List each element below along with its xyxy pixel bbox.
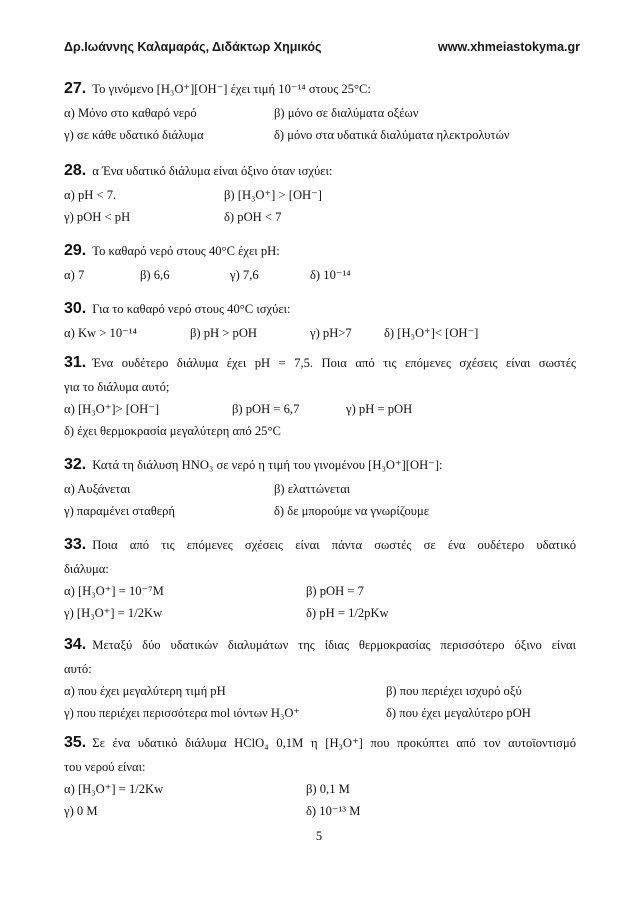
page-header xyxy=(64,40,580,60)
option-d: δ) pH = 1/2pKw xyxy=(306,606,389,620)
question-number: 29. xyxy=(64,242,87,259)
question-number: 27. xyxy=(64,80,87,97)
question-text-continued: αυτό: xyxy=(64,662,92,676)
option-d: δ) έχει θερμοκρασία μεγαλύτερη από 25°C xyxy=(64,424,281,438)
question-stem xyxy=(64,296,576,322)
question-stem xyxy=(64,632,576,658)
question-28 xyxy=(64,158,576,228)
website-url: www.xhmeiastokyma.gr xyxy=(438,40,580,54)
question-text-continued: για το διάλυμα αυτό; xyxy=(64,380,170,394)
option-d: δ) 10⁻¹³ M xyxy=(306,804,361,818)
question-stem xyxy=(64,532,576,558)
question-text: Μεταξύ δύο υδατικών διαλυμάτων της ίδιας θερμοκρασίας περισσότερο όξινο είναι xyxy=(92,638,576,652)
question-text-continued: διάλυμα: xyxy=(64,562,109,576)
option-b: β) [H₃O⁺] > [OH⁻] xyxy=(224,188,322,202)
question-text: Ένα ουδέτερο διάλυμα έχει pH = 7,5. Ποια από τις επόμενες σχέσεις είναι σωστές xyxy=(92,356,576,370)
option-a: α) [H₃O⁺] = 1/2Kw xyxy=(64,782,164,796)
option-c: γ) [H₃O⁺] = 1/2Kw xyxy=(64,606,163,620)
question-33 xyxy=(64,532,576,624)
option-a: α) [H₃O⁺] = 10⁻⁷M xyxy=(64,584,164,598)
question-29 xyxy=(64,238,576,286)
question-number: 32. xyxy=(64,456,87,473)
option-c: γ) σε κάθε υδατικό διάλυμα xyxy=(64,128,204,142)
option-d: δ) μόνο στα υδατικά διαλύματα ηλεκτρολυτών xyxy=(274,128,510,142)
option-b: β) pH > pOH xyxy=(190,326,258,340)
option-d: δ) pOH < 7 xyxy=(224,210,282,224)
question-stem xyxy=(64,730,576,756)
option-d: δ) δε μπορούμε να γνωρίζουμε xyxy=(274,504,430,518)
option-c: γ) 0 M xyxy=(64,804,98,818)
option-a: α) Kw > 10⁻¹⁴ xyxy=(64,326,137,340)
option-c: γ) pH>7 xyxy=(310,326,352,340)
question-text: Ποια από τις επόμενες σχέσεις είναι πάντα σωστές σε ένα ουδέτερο υδατικό xyxy=(92,538,576,552)
option-a: α) [H₃O⁺]> [OH⁻] xyxy=(64,402,160,416)
option-a: α) 7 xyxy=(64,268,85,282)
option-c: γ) 7,6 xyxy=(230,268,259,282)
option-d: δ) [H₃O⁺]< [OH⁻] xyxy=(384,326,479,340)
question-27 xyxy=(64,76,576,146)
question-stem xyxy=(64,350,576,376)
question-31 xyxy=(64,350,576,442)
question-number: 31. xyxy=(64,354,87,371)
question-32 xyxy=(64,452,576,522)
question-35 xyxy=(64,730,576,822)
option-b: β) 6,6 xyxy=(140,268,170,282)
option-a: α) που έχει μεγαλύτερη τιμή pH xyxy=(64,684,226,698)
author-name: Δρ.Ιωάννης Καλαμαράς, Διδάκτωρ Χημικός xyxy=(64,40,322,54)
question-number: 28. xyxy=(64,162,87,179)
question-number: 34. xyxy=(64,636,87,653)
question-stem xyxy=(64,158,576,184)
question-number: 35. xyxy=(64,734,87,751)
option-c: γ) pOH < pH xyxy=(64,210,131,224)
question-stem xyxy=(64,452,576,478)
question-text: Για το καθαρό νερό στους 40°C ισχύει: xyxy=(92,302,291,316)
question-number: 33. xyxy=(64,536,87,553)
option-c: γ) pH = pOH xyxy=(346,402,413,416)
page-number: 5 xyxy=(315,829,323,843)
question-number: 30. xyxy=(64,300,87,317)
option-a: α) Αυξάνεται xyxy=(64,482,131,496)
question-30 xyxy=(64,296,576,344)
question-text-continued: του νερού είναι: xyxy=(64,760,146,774)
option-a: α) pH < 7. xyxy=(64,188,117,202)
option-b: β) pOH = 6,7 xyxy=(232,402,300,416)
question-text: α Ένα υδατικό διάλυμα είναι όξινο όταν ισχύει: xyxy=(92,164,333,178)
question-stem xyxy=(64,76,576,102)
option-b: β) που περιέχει ισχυρό οξύ xyxy=(386,684,522,698)
option-b: β) μόνο σε διαλύματα οξέων xyxy=(274,106,419,120)
option-b: β) pOH = 7 xyxy=(306,584,364,598)
question-text: Σε ένα υδατικό διάλυμα HClO₄ 0,1M η [H₃O⁺] που προκύπτει από τον αυτοϊοντισμό xyxy=(92,736,576,750)
question-text: Το γινόμενο [H₃O⁺][OH⁻] έχει τιμή 10⁻¹⁴ στους 25°C: xyxy=(92,82,371,96)
option-c: γ) παραμένει σταθερή xyxy=(64,504,175,518)
option-d: δ) 10⁻¹⁴ xyxy=(310,268,351,282)
option-a: α) Μόνο στο καθαρό νερό xyxy=(64,106,197,120)
question-text: Το καθαρό νερό στους 40°C έχει pH: xyxy=(92,244,280,258)
question-text: Κατά τη διάλυση HNO₃ σε νερό η τιμή του γινομένου [H₃O⁺][OH⁻]: xyxy=(92,458,443,472)
option-b: β) 0,1 M xyxy=(306,782,350,796)
option-c: γ) που περιέχει περισσότερα mol ιόντων H₃O⁺ xyxy=(64,706,301,720)
question-stem xyxy=(64,238,576,264)
option-b: β) ελαττώνεται xyxy=(274,482,351,496)
question-34 xyxy=(64,632,576,724)
option-d: δ) που έχει μεγαλύτερο pOH xyxy=(386,706,531,720)
